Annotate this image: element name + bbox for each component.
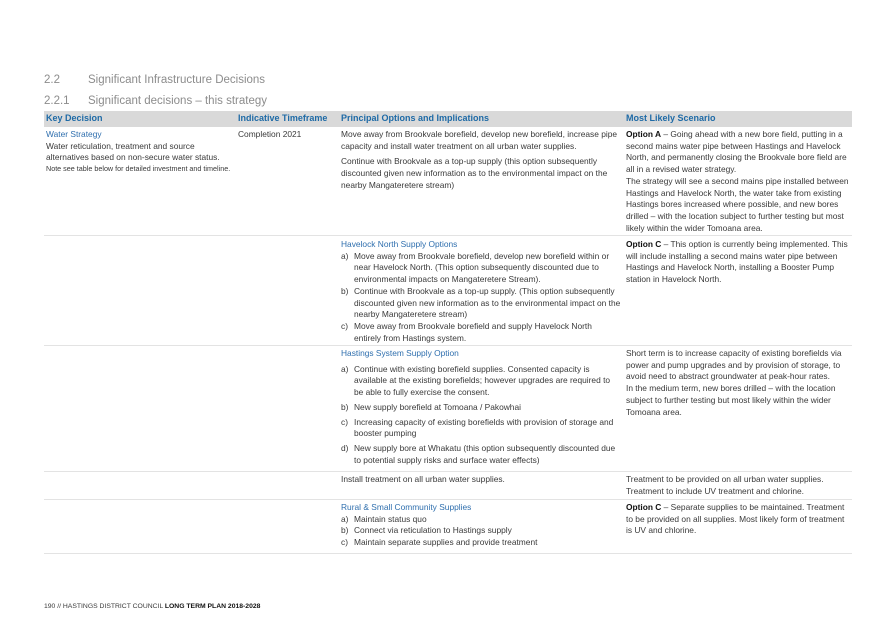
scenario-text: – Separate supplies to be maintained. Treatment to be provided on all supplies. Most likely form of treatment is UV and chlorine. [626,502,845,536]
table-row [44,346,852,472]
table-header [44,111,852,127]
scenario-text: In the medium term, new bores drilled – with the location subject to further testing but most likely within the wider Tomoana area. [626,383,836,417]
key-decision-note: Note see table below for detailed investment and timeline. [46,164,231,174]
list-item: a) Continue with existing borefield supplies. Consented capacity is available at the existing borefields; however upgrades are required to be able to fully exercise the consent. [341,363,611,398]
list-item: b) Connect via reticulation to Hastings supply [341,525,512,536]
list-item: d) New supply bore at Whakatu (this option subsequently discounted due to potential supply risks and surface water effects) [341,442,616,465]
header-timeframe: Indicative Timeframe [238,113,328,123]
option-text: Continue with Brookvale as a top-up supply (this option subsequently discounted given new information as to the environmental impact on the nearby Mangateretere stream) [341,156,608,190]
option-group-title: Hastings System Supply Option [341,348,459,358]
section-number: 2.2 [44,74,60,86]
table-row [44,236,852,346]
option-list [341,251,621,345]
option-list [341,364,621,467]
footer-prefix: 190 // HASTINGS DISTRICT COUNCIL [44,603,165,610]
subsection-heading [44,95,267,107]
list-item: a) Move away from Brookvale borefield, develop new borefield within or near Havelock North. (This option subsequently discounted due to environmental impacts on Mangateretere Stream). [341,250,610,285]
subsection-title: Significant decisions – this strategy [88,95,267,107]
scenario-cell [626,239,851,286]
key-decision-cell [46,129,231,175]
scenario-text: – Going ahead with a new bore field, putting in a second mains water pipe between Hastings and Havelock North, and permanently closing the Brookvale bore field are all in a revised water strategy. [626,129,847,175]
option-label: Option A [626,129,662,139]
key-decision-desc: Water reticulation, treatment and source alternatives based on non-secure water status. [46,140,220,163]
header-options: Principal Options and Implications [341,113,490,123]
table-row [44,127,852,236]
option-label: Option C [626,239,662,249]
scenario-text: Short term is to increase capacity of existing borefields via power and pump upgrades and by provision of storage, to avoid need to abstract groundwater at peak-hour rates. [626,348,842,382]
section-title: Significant Infrastructure Decisions [88,74,266,86]
key-decision-title: Water Strategy [46,129,102,139]
scenario-cell [626,129,851,234]
header-key-decision: Key Decision [46,113,103,123]
options-cell [341,239,621,344]
list-item: c) Increasing capacity of existing borefields with provision of storage and booster pumping [341,416,614,439]
list-item: c) Move away from Brookvale borefield and supply Havelock North entirely from Hastings system. [341,320,592,343]
footer-plan-title: LONG TERM PLAN 2018-2028 [164,603,261,610]
options-cell [341,348,621,469]
list-item: c) Maintain separate supplies and provide treatment [341,537,538,548]
scenario-text: – This option is currently being implemented. This will include installing a second mains water pipe between Hastings and Havelock North, installing a Booster Pump station in Havelock North. [626,239,848,285]
page-footer [44,603,260,610]
table-row [44,500,852,554]
options-cell [341,129,621,192]
list-item: b) Continue with Brookvale as a top-up supply. (This option subsequently discounted given new information as to the environmental impact on the nearby Mangateretere stream) [341,285,621,320]
scenario-cell [626,348,851,418]
table-row [44,472,852,500]
option-text: Move away from Brookvale borefield, develop new borefield, increase pipe capacity and install water treatment on all urban water supplies. [341,129,618,151]
list-item: b) New supply borefield at Tomoana / Pakowhai [341,401,521,412]
options-cell [341,502,621,549]
option-group-title: Havelock North Supply Options [341,239,458,249]
subsection-number: 2.2.1 [44,95,70,107]
option-group-title: Rural & Small Community Supplies [341,502,472,512]
scenario-cell [626,502,851,537]
option-label: Option C [626,502,662,512]
timeframe-cell: Completion 2021 [238,129,302,139]
decisions-table [44,111,852,554]
scenario-text: The strategy will see a second mains pipe installed between Hastings and Havelock North, the water take from existing Hastings bores increased where possible, and new bores drilled – with the location subject to further testing but most likely within the wider Tomoana area. [626,175,849,233]
option-list [341,514,621,549]
list-item: a) Maintain status quo [341,513,427,524]
scenario-cell: Treatment to be provided on all urban water supplies. Treatment to include UV treatment and chlorine. [626,474,824,496]
header-scenario: Most Likely Scenario [626,113,716,123]
options-cell: Install treatment on all urban water supplies. [341,474,505,484]
section-heading [44,74,265,86]
